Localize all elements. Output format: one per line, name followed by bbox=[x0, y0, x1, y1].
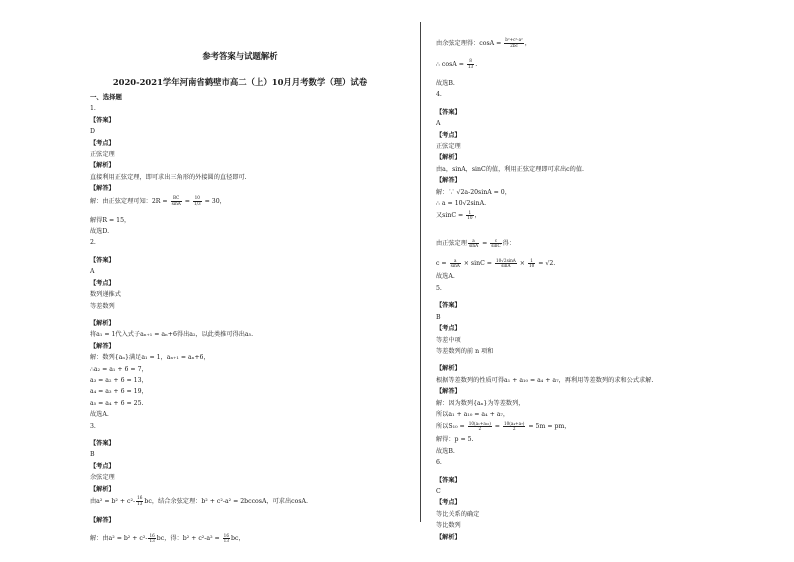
point-label: 【考点】 bbox=[90, 279, 115, 287]
solution-line: 解：由正弦定理可知：2R = $\frac{BC}{\sin A}$ = $\frac{10}{1/3}$ = 30， bbox=[90, 195, 226, 206]
answer-label: 【答案】 bbox=[90, 116, 115, 124]
question-number: 6. bbox=[436, 459, 442, 467]
solution-label: 【解答】 bbox=[90, 342, 115, 350]
answer-label: 【答案】 bbox=[436, 302, 461, 310]
fraction: $\frac{8}{13}$ bbox=[467, 58, 474, 69]
point-label: 【考点】 bbox=[90, 139, 115, 147]
point-text: 等差数列 bbox=[90, 302, 115, 310]
answer-value: A bbox=[436, 120, 441, 128]
point-label: 【考点】 bbox=[436, 499, 461, 507]
answer-label: 【答案】 bbox=[90, 439, 115, 447]
solution-label: 【解答】 bbox=[436, 388, 461, 396]
fraction: $\frac{16}{13}$ bbox=[149, 532, 155, 544]
solution-line: a₅ = a₄ + 6 = 25. bbox=[90, 399, 144, 407]
fraction: $\frac{c}{\sin C}$ bbox=[491, 237, 501, 249]
point-text: 等差数列的前 n 项和 bbox=[436, 347, 494, 355]
conclusion: 故选A. bbox=[436, 273, 455, 281]
solution-line: 解：由a² = b² + c²- $\frac{16}{13}$ bc，得：b² + c²-a² = $\frac{16}{13}$ bc， bbox=[90, 532, 245, 544]
analysis-label: 【解析】 bbox=[436, 365, 461, 373]
answer-value: B bbox=[436, 313, 441, 321]
analysis-label: 【解析】 bbox=[436, 533, 461, 541]
solution-line: 解：∵ √2a-20sinA = 0， bbox=[436, 188, 511, 196]
fraction: $\frac{10}{1/3}$ bbox=[193, 195, 201, 206]
solution-line: 解：因为数列{aₙ}为等差数列， bbox=[436, 399, 525, 407]
question-number: 1. bbox=[90, 105, 96, 113]
solution-line: 又sinC = $\frac{1}{10}$ ， bbox=[436, 209, 481, 221]
fraction: $\frac{10√2\sin A}{\sin A}$ bbox=[495, 257, 516, 269]
fraction: $\frac{\text{10(a₄+a₇)}}{2}$ bbox=[503, 420, 525, 432]
question-number: 4. bbox=[436, 91, 442, 99]
question-number: 5. bbox=[436, 284, 442, 292]
analysis-text: 由a² = b² + c²- $\frac{16}{13}$ bc，结合余弦定理：b² + c²-a² = 2bccosA，可求出cosA. bbox=[90, 495, 308, 506]
question-number: 3. bbox=[90, 422, 96, 430]
right-column bbox=[436, 36, 736, 543]
solution-label: 【解答】 bbox=[90, 185, 115, 193]
analysis-label: 【解析】 bbox=[90, 485, 115, 493]
left-column bbox=[90, 50, 390, 546]
solution-line: c = $\frac{a}{\sin A}$ × sinC = $\frac{10√2\sin A}{\sin A}$ × $\frac{1}{10}$ = √2. bbox=[436, 257, 556, 269]
document-subtitle: 2020-2021学年河南省鹤壁市高二（上）10月月考数学（理）试卷 bbox=[112, 77, 368, 87]
conclusion: 故选D. bbox=[90, 228, 110, 236]
solution-line: 所以S₁₀ = $\frac{\text{10(a₁+a₁₀)}}{2}$ = $\frac{\text{10(a₄+a₇)}}{2}$ = 5m = pm， bbox=[436, 420, 571, 432]
solution-line: 解：数列{aₙ}满足a₁ = 1，aₙ₊₁ = aₙ+6， bbox=[90, 354, 210, 362]
point-text: 正弦定理 bbox=[90, 151, 115, 159]
conclusion: 故选B. bbox=[436, 447, 455, 455]
answer-label: 【答案】 bbox=[436, 108, 461, 116]
solution-line: 由正弦定理 $\frac{a}{\sin A}$ = $\frac{c}{\sin C}$ 得： bbox=[436, 237, 516, 249]
answer-label: 【答案】 bbox=[436, 476, 461, 484]
answer-value: C bbox=[436, 487, 441, 495]
fraction: $\frac{\text{10(a₁+a₁₀)}}{2}$ bbox=[468, 420, 491, 432]
analysis-text: 将a₁ = 1代入式子aₙ₊₁ = aₙ+6得出a₂，以此类推可得出a₅. bbox=[90, 331, 254, 339]
section-heading: 一、选择题 bbox=[90, 93, 122, 101]
fraction: $\frac{a}{\sin A}$ bbox=[468, 237, 479, 249]
analysis-text: 由a，sinA，sinC的值，利用正弦定理即可求出c的值. bbox=[436, 165, 584, 173]
fraction: $\frac{BC}{\sin A}$ bbox=[171, 195, 181, 206]
point-text: 等比关系的确定 bbox=[436, 510, 480, 518]
analysis-text: 根据等差数列的性质可得a₁ + a₁₀ = a₄ + a₇，再利用等差数列的求和公式求解. bbox=[436, 376, 654, 384]
solution-line: 解得R = 15， bbox=[90, 216, 131, 224]
fraction: $\frac{1}{10}$ bbox=[528, 257, 535, 269]
solution-line: 由余弦定理得：cosA = $\frac{\text{b²+c²-a²}}{2bc}$ ， bbox=[436, 37, 531, 48]
solution-line: a₄ = a₃ + 6 = 19， bbox=[90, 388, 148, 396]
point-text: 正弦定理 bbox=[436, 143, 461, 151]
fraction: $\frac{16}{13}$ bbox=[223, 532, 230, 544]
solution-line: 解得：p = 5. bbox=[436, 436, 474, 444]
answer-value: D bbox=[90, 128, 95, 136]
solution-label: 【解答】 bbox=[90, 517, 115, 524]
column-divider bbox=[420, 22, 421, 522]
analysis-label: 【解析】 bbox=[90, 319, 115, 327]
analysis-text: 直接利用正弦定理，即可求出三角形的外接圆的直径即可. bbox=[90, 173, 247, 181]
answer-value: A bbox=[90, 268, 95, 276]
fraction: $\frac{1}{10}$ bbox=[467, 209, 473, 221]
answer-value: B bbox=[90, 451, 95, 459]
point-text: 等比数列 bbox=[436, 522, 461, 530]
solution-line: ∴a₂ = a₁ + 6 = 7， bbox=[90, 365, 148, 373]
question-number: 2. bbox=[90, 239, 96, 247]
solution-line: ∴ cosA = $\frac{8}{13}$ . bbox=[436, 58, 478, 69]
solution-line: 所以a₁ + a₁₀ = a₄ + a₇， bbox=[436, 410, 510, 418]
solution-line: a₃ = a₂ + 6 = 13， bbox=[90, 376, 148, 384]
document-title: 参考答案与试题解析 bbox=[202, 51, 278, 61]
point-text: 数列递推式 bbox=[90, 291, 121, 299]
fraction: $\frac{16}{13}$ bbox=[137, 495, 143, 506]
conclusion: 故选A. bbox=[90, 411, 109, 419]
analysis-label: 【解析】 bbox=[90, 162, 115, 170]
point-label: 【考点】 bbox=[436, 131, 461, 139]
fraction: $\frac{\text{b²+c²-a²}}{2bc}$ bbox=[505, 37, 523, 48]
solution-line: ∴ a = 10√2sinA. bbox=[436, 200, 487, 208]
analysis-label: 【解析】 bbox=[436, 154, 461, 162]
point-text: 余弦定理 bbox=[90, 474, 115, 482]
point-label: 【考点】 bbox=[90, 462, 115, 470]
answer-label: 【答案】 bbox=[90, 256, 115, 264]
solution-label: 【解答】 bbox=[436, 177, 461, 185]
conclusion: 故选B. bbox=[436, 80, 455, 87]
point-label: 【考点】 bbox=[436, 325, 461, 333]
point-text: 等差中项 bbox=[436, 336, 461, 344]
fraction: $\frac{a}{\sin A}$ bbox=[450, 257, 460, 269]
